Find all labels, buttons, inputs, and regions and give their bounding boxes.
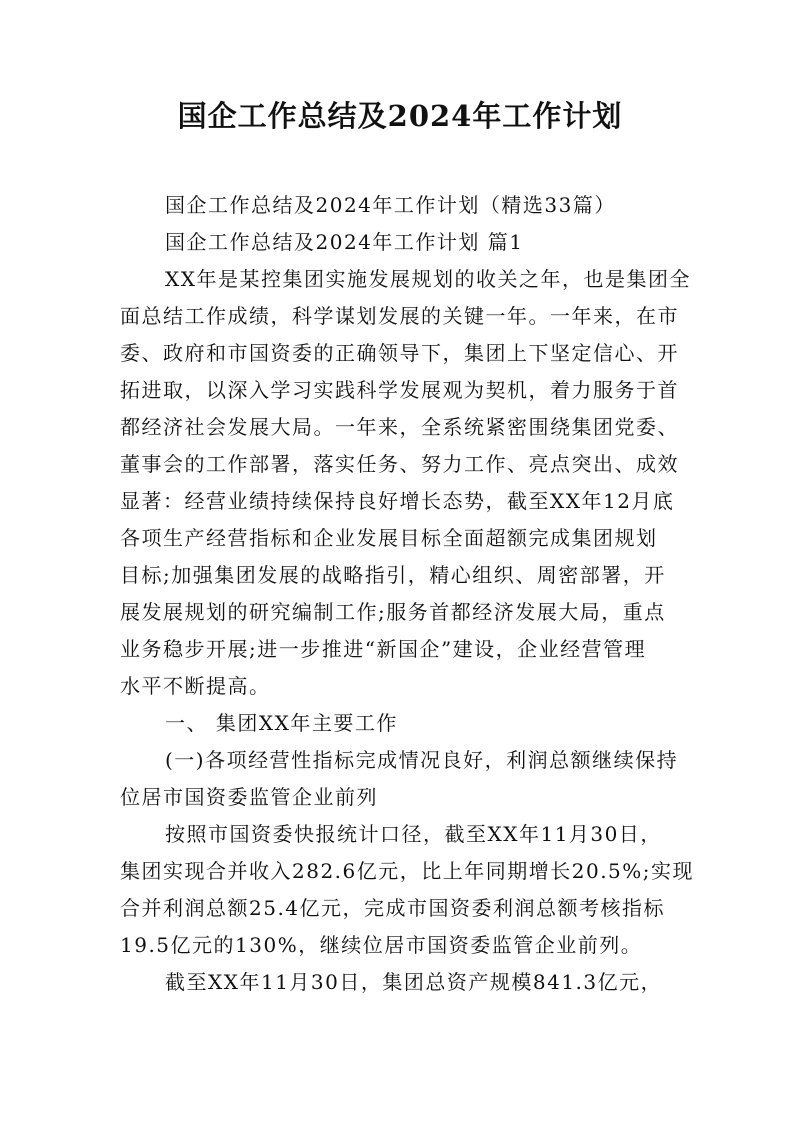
body-line: 拓进取，以深入学习实践科学发展观为契机，着力服务于首 — [120, 378, 679, 402]
body-line: 各项生产经营指标和企业发展目标全面超额完成集团规划 — [120, 526, 658, 550]
body-line: 水平不断提高。 — [120, 674, 271, 698]
body-line: 业务稳步开展;进一步推进“新国企”建设，企业经营管理 — [120, 637, 647, 661]
body-line: 董事会的工作部署，落实任务、努力工作、亮点突出、成效 — [120, 452, 679, 476]
body-line: 显著：经营业绩持续保持良好增长态势，截至XX年12月底 — [120, 489, 675, 513]
body-line: 按照市国资委快报统计口径，截至XX年11月30日， — [165, 822, 662, 846]
body-line: 面总结工作成绩，科学谋划发展的关键一年。一年来，在市 — [120, 304, 679, 328]
section-heading: 一、 集团XX年主要工作 — [165, 711, 398, 735]
section-heading: 国企工作总结及2024年工作计划 篇1 — [165, 230, 524, 254]
body-line: 截至XX年11月30日，集团总资产规模841.3亿元， — [165, 970, 663, 994]
document-title: 国企工作总结及2024年工作计划 — [177, 99, 623, 133]
body-line: 集团实现合并收入282.6亿元，比上年同期增长20.5%;实现 — [120, 859, 695, 883]
subsection-heading-continuation: 位居市国资委监管企业前列 — [120, 785, 378, 809]
body-line: 展发展规划的研究编制工作;服务首都经济发展大局，重点 — [120, 600, 666, 624]
body-line: XX年是某控集团实施发展规划的收关之年，也是集团全 — [165, 267, 691, 291]
body-line: 都经济社会发展大局。一年来，全系统紧密围绕集团党委、 — [120, 415, 679, 439]
body-line: 19.5亿元的130%，继续位居市国资委监管企业前列。 — [120, 933, 643, 957]
body-line: 合并利润总额25.4亿元，完成市国资委利润总额考核指标 — [120, 896, 666, 920]
body-line: 目标;加强集团发展的战略指引，精心组织、周密部署，开 — [120, 563, 666, 587]
subtitle-line: 国企工作总结及2024年工作计划（精选33篇） — [165, 193, 616, 217]
body-line: 委、政府和市国资委的正确领导下，集团上下坚定信心、开 — [120, 341, 679, 365]
subsection-heading: (一)各项经营性指标完成情况良好，利润总额继续保持 — [165, 748, 679, 772]
